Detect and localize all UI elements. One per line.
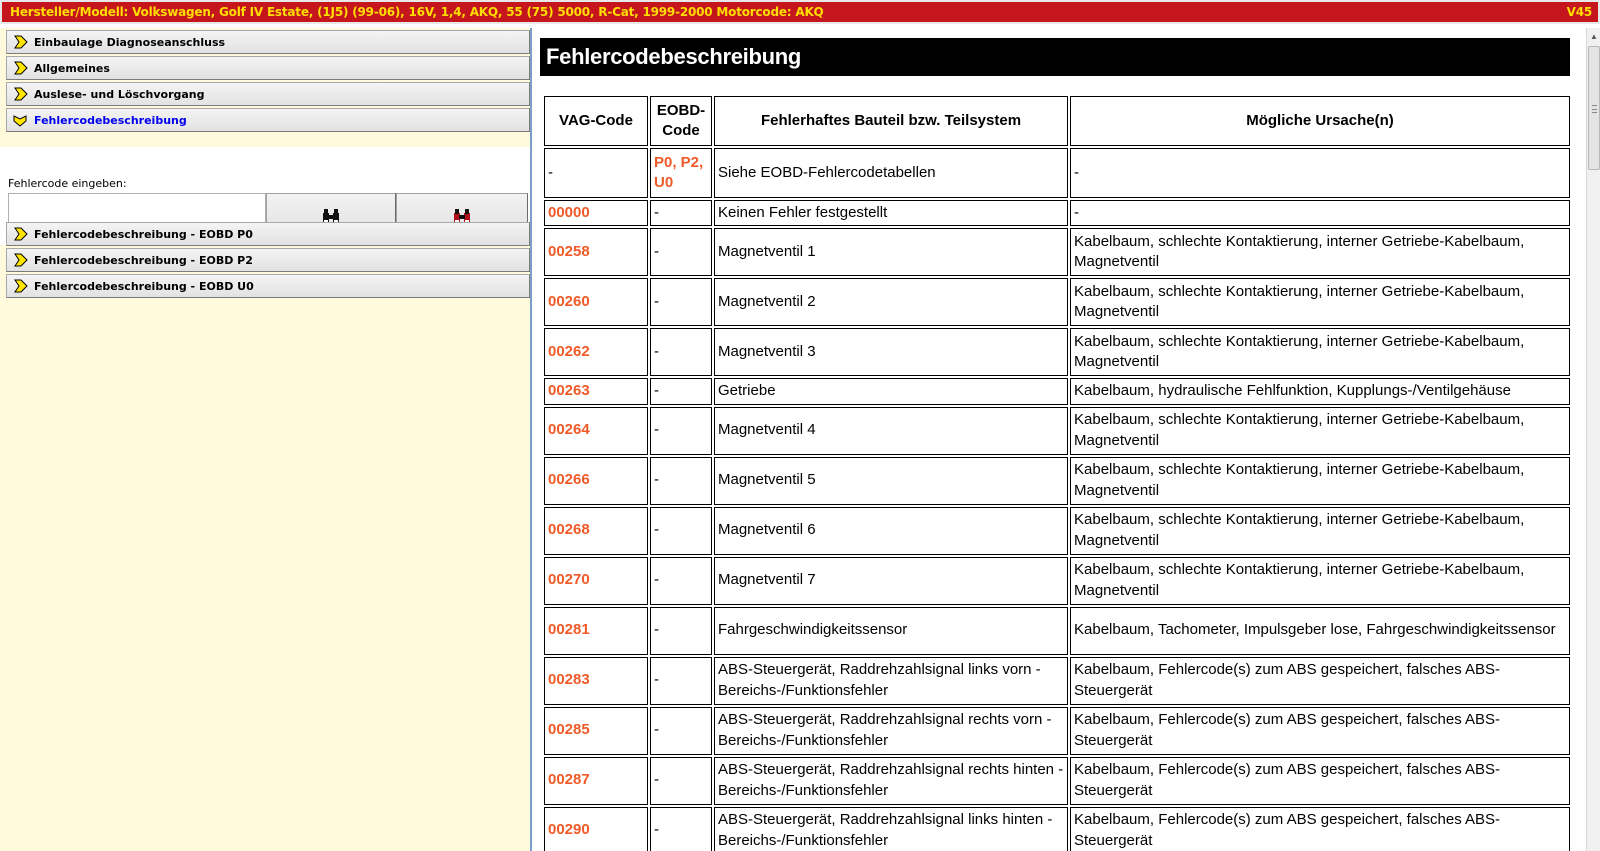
eobd-code: - (650, 607, 712, 655)
possible-cause: - (1070, 200, 1570, 226)
possible-cause: Kabelbaum, schlechte Kontaktierung, interner Getriebe-Kabelbaum, Magnetventil (1070, 407, 1570, 455)
code-input-label: Fehlercode eingeben: (8, 177, 127, 190)
component: Siehe EOBD-Fehlercodetabellen (714, 148, 1068, 198)
eobd-code: - (650, 557, 712, 605)
table-row (544, 148, 1570, 198)
possible-cause: Kabelbaum, schlechte Kontaktierung, interner Getriebe-Kabelbaum, Magnetventil (1070, 278, 1570, 326)
component: ABS-Steuergerät, Raddrehzahlsignal links vorn - Bereichs-/Funktionsfehler (714, 657, 1068, 705)
page-title: Fehlercodebeschreibung (540, 38, 1570, 76)
eobd-code: - (650, 507, 712, 555)
possible-cause: Kabelbaum, Fehlercode(s) zum ABS gespeichert, falsches ABS-Steuergerät (1070, 807, 1570, 851)
sidebar (0, 28, 532, 851)
arrow-right-icon (13, 87, 28, 101)
table-row (544, 407, 1570, 455)
eobd-code: - (650, 328, 712, 376)
eobd-code: - (650, 228, 712, 276)
arrow-right-icon (13, 227, 28, 241)
table-row (544, 278, 1570, 326)
table-row (544, 707, 1570, 755)
nav-label: Allgemeines (34, 61, 110, 75)
possible-cause: Kabelbaum, schlechte Kontaktierung, interner Getriebe-Kabelbaum, Magnetventil (1070, 457, 1570, 505)
vag-code: 00258 (544, 228, 648, 276)
possible-cause: Kabelbaum, Fehlercode(s) zum ABS gespeichert, falsches ABS-Steuergerät (1070, 707, 1570, 755)
nav-label: Fehlercodebeschreibung - EOBD U0 (34, 279, 254, 293)
vertical-scrollbar[interactable] (1586, 28, 1600, 851)
nav-label: Fehlercodebeschreibung - EOBD P0 (34, 227, 253, 241)
vag-code: 00283 (544, 657, 648, 705)
component: Magnetventil 1 (714, 228, 1068, 276)
vag-code: 00290 (544, 807, 648, 851)
component: ABS-Steuergerät, Raddrehzahlsignal links hinten - Bereichs-/Funktionsfehler (714, 807, 1068, 851)
possible-cause: Kabelbaum, Fehlercode(s) zum ABS gespeichert, falsches ABS-Steuergerät (1070, 657, 1570, 705)
component: ABS-Steuergerät, Raddrehzahlsignal rechts hinten - Bereichs-/Funktionsfehler (714, 757, 1068, 805)
vag-code: 00281 (544, 607, 648, 655)
title-bar (0, 0, 1600, 24)
scroll-up-arrow-icon[interactable]: ▲ (1590, 31, 1598, 41)
component: Magnetventil 6 (714, 507, 1068, 555)
vag-code: 00263 (544, 378, 648, 404)
nav-label: Auslese- und Löschvorgang (34, 87, 205, 101)
vag-code: 00262 (544, 328, 648, 376)
vag-code: 00260 (544, 278, 648, 326)
arrow-right-icon (13, 61, 28, 75)
table-header-row (544, 96, 1570, 146)
possible-cause: Kabelbaum, schlechte Kontaktierung, interner Getriebe-Kabelbaum, Magnetventil (1070, 557, 1570, 605)
eobd-code: - (650, 807, 712, 851)
possible-cause: Kabelbaum, Fehlercode(s) zum ABS gespeichert, falsches ABS-Steuergerät (1070, 757, 1570, 805)
vag-code: 00287 (544, 757, 648, 805)
eobd-code: P0, P2, U0 (650, 148, 712, 198)
table-row (544, 328, 1570, 376)
component: Magnetventil 5 (714, 457, 1068, 505)
nav-label: Einbaulage Diagnoseanschluss (34, 35, 226, 49)
scroll-thumb[interactable] (1588, 46, 1600, 170)
component: Magnetventil 3 (714, 328, 1068, 376)
column-header: Mögliche Ursache(n) (1070, 96, 1570, 146)
version-label: V45 (1566, 5, 1592, 19)
possible-cause: Kabelbaum, hydraulische Fehlfunktion, Kupplungs-/Ventilgehäuse (1070, 378, 1570, 404)
possible-cause: Kabelbaum, schlechte Kontaktierung, interner Getriebe-Kabelbaum, Magnetventil (1070, 507, 1570, 555)
fault-code-table (542, 94, 1572, 851)
column-header: Fehlerhaftes Bauteil bzw. Teilsystem (714, 96, 1068, 146)
component: Keinen Fehler festgestellt (714, 200, 1068, 226)
nav-auslese-loeschvorgang[interactable] (6, 82, 530, 106)
possible-cause: Kabelbaum, schlechte Kontaktierung, interner Getriebe-Kabelbaum, Magnetventil (1070, 228, 1570, 276)
nav-fehlercodebeschreibung[interactable] (6, 108, 530, 132)
possible-cause: Kabelbaum, Tachometer, Impulsgeber lose, Fahrgeschwindigkeitssensor (1070, 607, 1570, 655)
component: Getriebe (714, 378, 1068, 404)
nav-allgemeines[interactable] (6, 56, 530, 80)
eobd-code: - (650, 757, 712, 805)
eobd-code: - (650, 378, 712, 404)
eobd-code: - (650, 278, 712, 326)
nav-eobd-p0[interactable] (6, 222, 530, 246)
table-row (544, 200, 1570, 226)
component: Fahrgeschwindigkeitssensor (714, 607, 1068, 655)
vehicle-title: Hersteller/Modell: Volkswagen, Golf IV Estate, (1J5) (99-06), 16V, 1,4, AKQ, 55 (75) 5000, R-Cat, 1999-2000 Motorcode: AKQ (10, 5, 824, 19)
table-row (544, 557, 1570, 605)
nav-eobd-p2[interactable] (6, 248, 530, 272)
vag-code: 00000 (544, 200, 648, 226)
nav-label: Fehlercodebeschreibung (34, 113, 187, 127)
table-row (544, 228, 1570, 276)
eobd-code: - (650, 200, 712, 226)
vag-code: 00264 (544, 407, 648, 455)
nav-eobd-u0[interactable] (6, 274, 530, 298)
vag-code: 00268 (544, 507, 648, 555)
table-row (544, 507, 1570, 555)
possible-cause: Kabelbaum, schlechte Kontaktierung, interner Getriebe-Kabelbaum, Magnetventil (1070, 328, 1570, 376)
eobd-code: - (650, 707, 712, 755)
eobd-code: - (650, 457, 712, 505)
nav-label: Fehlercodebeschreibung - EOBD P2 (34, 253, 253, 267)
nav-einbaulage-diagnoseanschluss[interactable] (6, 30, 530, 54)
column-header: EOBD-Code (650, 96, 712, 146)
scroll-grip-icon (1592, 105, 1597, 113)
component: ABS-Steuergerät, Raddrehzahlsignal rechts vorn - Bereichs-/Funktionsfehler (714, 707, 1068, 755)
component: Magnetventil 4 (714, 407, 1068, 455)
column-header: VAG-Code (544, 96, 648, 146)
eobd-code: - (650, 657, 712, 705)
vag-code: 00266 (544, 457, 648, 505)
content-pane (534, 28, 1584, 851)
arrow-down-icon (13, 113, 28, 127)
arrow-right-icon (13, 35, 28, 49)
possible-cause: - (1070, 148, 1570, 198)
table-row (544, 807, 1570, 851)
component: Magnetventil 7 (714, 557, 1068, 605)
vag-code: 00285 (544, 707, 648, 755)
table-row (544, 657, 1570, 705)
component: Magnetventil 2 (714, 278, 1068, 326)
arrow-right-icon (13, 253, 28, 267)
table-row (544, 757, 1570, 805)
vag-code: 00270 (544, 557, 648, 605)
table-row (544, 607, 1570, 655)
vag-code: - (544, 148, 648, 198)
table-row (544, 378, 1570, 404)
table-row (544, 457, 1570, 505)
arrow-right-icon (13, 279, 28, 293)
eobd-code: - (650, 407, 712, 455)
